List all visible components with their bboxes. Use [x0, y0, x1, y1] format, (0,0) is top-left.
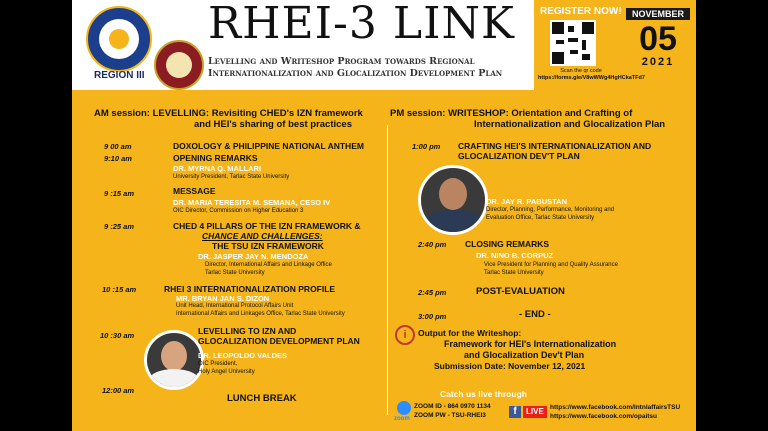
tsu-seal-logo [154, 40, 204, 90]
subtitle-line-2: Internationalization and Glocalization Development Plan [208, 68, 503, 79]
facebook-link-1[interactable]: https://www.facebook.com/IntnlaffairsTSU [550, 404, 681, 411]
date-day: 05 [639, 20, 677, 58]
facebook-icon[interactable]: f [509, 406, 521, 418]
am-time: 12:00 am [102, 386, 135, 395]
date-year: 2021 [641, 56, 675, 68]
registration-url[interactable]: https://forms.gle/V8wWWg4HgHCkaTFd7 [538, 75, 645, 81]
poster [72, 0, 696, 431]
date-month: NOVEMBER [626, 8, 690, 20]
pm-time: 3:00 pm [418, 312, 447, 321]
am-time: 9 :15 am [104, 189, 135, 198]
speaker-role: Tarlac State University [205, 270, 265, 276]
am-heading-line-2: and HEI's sharing of best practices [194, 119, 352, 130]
speaker-photo-valdes [144, 330, 204, 390]
speaker-name: DR. MYRNA Q. MALLARI [173, 164, 262, 173]
am-time: 9:10 am [104, 154, 132, 163]
speaker-name: MR. BRYAN JAN S. DIZON [176, 294, 270, 303]
subtitle-line-1: Levelling and Writeshop Program towards Regional [208, 56, 475, 67]
output-line-2: and Glocalization Dev't Plan [464, 350, 585, 360]
am-heading-line-1: AM session: LEVELLING: Revisiting CHED's IZN framework [94, 108, 363, 119]
zoom-icon[interactable] [397, 401, 411, 415]
submission-date: Submission Date: November 12, 2021 [434, 361, 586, 371]
am-item-title: LUNCH BREAK [227, 393, 297, 404]
column-divider [387, 125, 388, 415]
am-item-title: CHED 4 PILLARS OF THE IZN FRAMEWORK & [173, 221, 361, 231]
registration-panel [534, 0, 696, 92]
speaker-role: Holy Angel University [198, 369, 255, 375]
speaker-name: DR. JAY R. PABUSTAN [486, 197, 567, 206]
speaker-role: OIC President, [198, 361, 238, 367]
speaker-role: Evaluation Office, Tarlac State University [486, 215, 595, 221]
catch-us-live: Catch us live through [440, 389, 527, 399]
header-divider [72, 90, 696, 94]
speaker-name: DR. NINO B. CORPUZ [476, 251, 554, 260]
zoom-pw[interactable]: ZOOM PW - TSU-RHEI3 [414, 412, 486, 419]
scan-text: Scan the qr code [560, 68, 602, 74]
am-item-title: RHEI 3 INTERNATIONALIZATION PROFILE [164, 284, 336, 294]
event-title: RHEI-3 LINK [208, 0, 515, 49]
speaker-role: Vice President for Planning and Quality Assurance [484, 262, 618, 268]
speaker-name: DR. MARIA TERESITA M. SEMANA, CESO IV [173, 198, 331, 207]
register-now-label: REGISTER NOW! [540, 6, 622, 17]
pm-heading-line-2: Internationalization and Glocalization Plan [474, 119, 666, 130]
speaker-role: Director, International Affairs and Linkage Office [205, 262, 332, 268]
speaker-role: Tarlac State University [484, 270, 544, 276]
am-time: 9 :25 am [104, 222, 135, 231]
output-label: Output for the Writeshop: [418, 328, 522, 338]
am-item-subtitle: THE TSU IZN FRAMEWORK [212, 241, 324, 251]
pm-session-heading [390, 108, 696, 130]
facebook-link-2[interactable]: https://www.facebook.com/opaitsu [550, 413, 658, 420]
pm-heading-line-1: PM session: WRITESHOP: Orientation and Crafting of [390, 108, 633, 119]
am-time: 10 :15 am [102, 285, 137, 294]
event-subtitle [208, 56, 578, 80]
am-item-title: DOXOLOGY & PHILIPPINE NATIONAL ANTHEM [173, 141, 364, 151]
speaker-role: Director, Planning, Performance, Monitoring and [486, 207, 615, 213]
zoom-label: zoom [394, 416, 410, 422]
pm-time: 1:00 pm [412, 142, 441, 151]
ched-seal-logo [86, 6, 152, 72]
am-session-heading [94, 108, 384, 130]
speaker-role: OIC Director, Commission on Higher Education 3 [173, 208, 304, 214]
pm-item-title: POST-EVALUATION [476, 286, 565, 297]
speaker-photo-pabustan [418, 165, 488, 235]
pm-item-title: GLOCALIZATION DEV'T PLAN [458, 151, 580, 161]
output-line-1: Framework for HEI's Internationalization [444, 339, 617, 349]
header [72, 0, 696, 90]
pm-item-title: CLOSING REMARKS [465, 239, 550, 249]
zoom-id[interactable]: ZOOM ID - 864 0970 1134 [414, 403, 491, 410]
am-item-title: OPENING REMARKS [173, 153, 258, 163]
pm-time: 2:45 pm [418, 288, 447, 297]
am-item-title: LEVELLING TO IZN AND [198, 326, 297, 336]
pm-time: 2:40 pm [418, 240, 447, 249]
live-badge: LIVE [523, 406, 547, 418]
pm-item-title: CRAFTING HEI'S INTERNATIONALIZATION AND [458, 141, 652, 151]
speaker-role: International Affairs and Linkages Office, Tarlac State University [176, 311, 345, 317]
speaker-name: DR. LEOPOLDO VALDES [198, 351, 288, 360]
am-time: 10 :30 am [100, 331, 135, 340]
qr-code[interactable] [550, 20, 596, 66]
am-item-title: GLOCALIZATION DEVELOPMENT PLAN [198, 336, 360, 346]
info-icon: i [395, 325, 415, 345]
event-date [626, 8, 690, 68]
am-item-title-emphasis: CHANCE AND CHALLENGES: [202, 231, 323, 241]
region-label: REGION III [94, 70, 145, 81]
am-item-title: MESSAGE [173, 186, 216, 196]
speaker-role: University President, Tarlac State University [173, 174, 290, 180]
qr-instructions [538, 68, 645, 82]
am-time: 9 00 am [104, 142, 132, 151]
speaker-name: DR. JASPER JAY N. MENDOZA [198, 252, 309, 261]
speaker-role: Unit Head, International Protocol Affairs Unit [176, 303, 294, 309]
pm-item-title: - END - [519, 309, 551, 320]
